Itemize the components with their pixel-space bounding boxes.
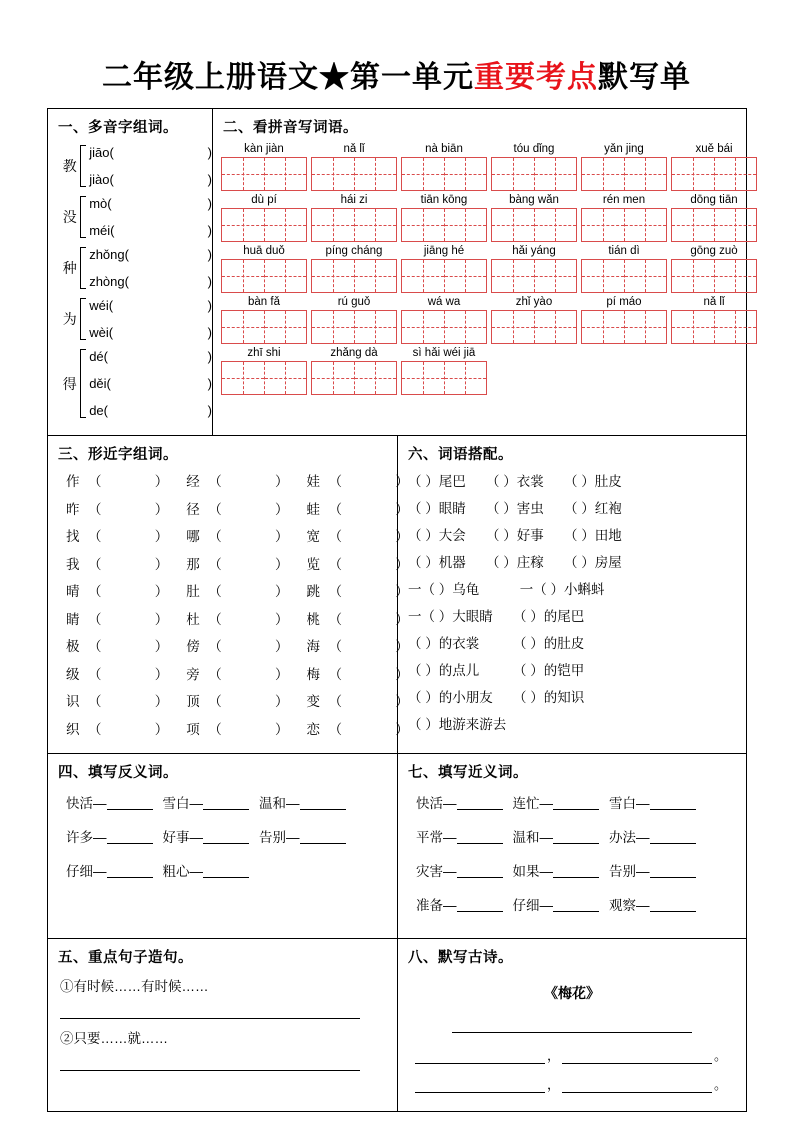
section-6-dapei [398,436,746,753]
poem-blank-pair-1 [398,1045,746,1064]
duoyinzi-readings [89,196,212,238]
dapei-line[interactable]: （ ）的衣裳 （ ）的肚皮 [408,636,585,651]
pinyin-label: zhǎng dà [330,347,378,359]
fanyici-item[interactable]: 仔细— [66,860,153,880]
poem-period-1: 。 [714,1048,728,1063]
fanyici-item[interactable]: 雪白— [163,792,250,812]
jinyici-item[interactable]: 办法— [609,826,696,846]
jinyici-item[interactable]: 连忙— [513,792,600,812]
pinyin-label: hái zi [340,194,368,206]
dapei-line[interactable]: （ ）机器 （ ）庄稼 （ ）房屋 [408,555,622,570]
pinyin-label: dù pí [251,194,277,206]
character-cell[interactable] [625,260,667,292]
xingjinzi-column-2 [168,470,288,745]
poem-title: 《梅花》 [544,985,600,1001]
jinyici-item[interactable]: 灾害— [416,860,503,880]
section-7-jinyici [398,754,746,938]
xingjinzi-item[interactable]: 蛙 （ ） [306,501,409,517]
jinyici-item[interactable]: 仔细— [513,894,600,914]
xingjinzi-item[interactable]: 极 （ ） [66,639,169,654]
character-cell[interactable] [715,209,757,241]
duoyinzi-reading-blank[interactable]: zhòng( ) [89,274,212,289]
character-write-box[interactable] [671,157,757,191]
duoyinzi-reading-blank[interactable]: dé( ) [89,349,212,364]
duoyinzi-group [62,145,212,187]
jinyici-row [416,792,746,812]
character-cell[interactable] [445,311,487,343]
duoyinzi-group [62,298,212,340]
character-cell[interactable] [715,311,757,343]
jinyici-rows [398,786,746,938]
character-cell[interactable] [582,311,625,343]
dapei-line[interactable]: （ ）的小朋友 （ ）的知识 [408,690,585,705]
row-3 [48,754,746,939]
character-cell[interactable] [715,260,757,292]
character-cell[interactable] [312,158,355,190]
xingjinzi-item[interactable]: 顶 （ ） [186,694,289,709]
xingjinzi-item[interactable]: 我 （ ） [66,556,169,572]
fanyici-item[interactable]: 许多— [66,826,153,846]
character-write-box[interactable] [491,259,577,293]
pinyin-label: dōng tiān [690,194,738,206]
character-cell[interactable] [312,362,355,394]
worksheet-table [47,108,747,1112]
xingjinzi-item[interactable]: 梅 （ ） [306,666,409,682]
character-cell[interactable] [265,362,307,394]
fanyici-item[interactable]: 快活— [66,792,153,812]
character-cell[interactable] [492,158,535,190]
character-cell[interactable] [535,158,577,190]
row-2 [48,436,746,754]
character-cell[interactable] [445,209,487,241]
duoyinzi-groups [48,141,212,435]
pinyin-label: rú guǒ [337,296,371,308]
character-write-box[interactable] [581,208,667,242]
pinyin-label: jiāng hé [423,245,465,257]
duoyinzi-reading-blank[interactable]: jiāo( ) [89,145,212,160]
pinyin-label: wá wa [427,296,461,308]
jinyici-item[interactable]: 快活— [416,792,503,812]
character-write-box[interactable] [671,310,757,344]
character-cell[interactable] [445,260,487,292]
character-cell[interactable] [222,209,265,241]
pinyin-row [221,143,761,191]
duoyinzi-readings [89,298,212,340]
character-cell[interactable] [402,158,445,190]
character-write-box[interactable] [401,208,487,242]
dapei-line[interactable]: （ ）地游来游去 [408,717,507,732]
character-cell[interactable] [402,362,445,394]
dapei-line[interactable]: （ ）大会 （ ）好事 （ ）田地 [408,528,622,543]
character-cell[interactable] [535,311,577,343]
xingjinzi-item[interactable]: 变 （ ） [306,694,409,709]
xingjinzi-item[interactable]: 桃 （ ） [306,611,409,627]
character-write-box[interactable] [401,310,487,344]
character-write-box[interactable] [221,310,307,344]
character-write-box[interactable] [311,157,397,191]
duoyinzi-reading-blank[interactable]: wéi( ) [89,298,212,313]
pinyin-row [221,347,761,395]
duoyinzi-readings [89,247,212,289]
character-write-box[interactable] [671,259,757,293]
character-cell[interactable] [402,209,445,241]
xingjinzi-item[interactable]: 找 （ ） [66,529,169,544]
xingjinzi-item[interactable]: 恋 （ ） [306,721,409,737]
character-cell[interactable] [625,158,667,190]
duoyinzi-reading-blank[interactable]: méi( ) [89,223,212,238]
section-7-heading: 七、填写近义词。 [408,765,528,781]
duoyinzi-char: 得 [62,375,77,392]
duoyinzi-char: 种 [62,260,77,276]
pinyin-label: bàn fǎ [248,296,280,308]
character-write-box[interactable] [581,157,667,191]
pinyin-label: tiān kōng [420,194,468,206]
duoyinzi-char: 为 [62,311,77,327]
character-cell[interactable] [265,209,307,241]
section-4-heading: 四、填写反义词。 [58,765,178,781]
character-cell[interactable] [672,260,715,292]
character-cell[interactable] [355,209,397,241]
xingjinzi-item[interactable]: 杜 （ ） [186,611,289,627]
title-highlight: 重要考点 [474,61,598,94]
xingjinzi-item[interactable]: 项 （ ） [186,721,289,737]
character-write-box[interactable] [491,157,577,191]
pinyin-label: pí máo [606,296,642,308]
fanyici-row [66,792,397,812]
pinyin-label: yǎn jing [604,143,644,155]
character-write-box[interactable] [221,259,307,293]
pinyin-row [221,245,761,293]
title-part2: 默写单 [598,61,691,94]
character-write-box[interactable] [401,361,487,395]
character-cell[interactable] [355,362,397,394]
character-write-box[interactable] [311,259,397,293]
xingjinzi-item[interactable]: 经 （ ） [186,474,289,489]
brace-icon [80,145,87,187]
gushi-area [398,971,746,1111]
jinyici-item[interactable]: 告别— [609,860,696,880]
xingjinzi-item[interactable]: 肚 （ ） [186,584,289,599]
duoyinzi-readings [89,145,212,187]
duoyinzi-reading-blank[interactable]: de( ) [89,403,212,418]
xingjinzi-item[interactable]: 昨 （ ） [66,501,169,517]
character-cell[interactable] [222,260,265,292]
dapei-lines [398,468,746,748]
pinyin-label: nǎ lǐ [703,296,725,308]
pinyin-row [221,296,761,344]
section-3-heading: 三、形近字组词。 [58,447,178,463]
section-5-zaoju [48,939,398,1111]
xingjinzi-item[interactable]: 织 （ ） [66,721,169,737]
section-3-xingjinzi [48,436,409,753]
character-cell[interactable] [312,260,355,292]
brace-icon [80,247,87,289]
character-write-box[interactable] [491,310,577,344]
character-write-box[interactable] [401,157,487,191]
page-title [0,0,793,106]
duoyinzi-char: 没 [62,209,77,225]
poem-comma-2: ， [546,1077,560,1092]
pinyin-label: tián dì [608,245,640,257]
character-cell[interactable] [672,311,715,343]
character-cell[interactable] [715,158,757,190]
jinyici-row [416,860,746,880]
section-8-gushi [398,939,746,1111]
poem-blank-line-2b[interactable] [562,1048,712,1064]
character-cell[interactable] [355,311,397,343]
section-8-heading: 八、默写古诗。 [408,950,513,966]
pinyin-label: hǎi yáng [512,245,556,257]
xingjinzi-column-3 [289,470,409,745]
xingjinzi-item[interactable]: 宽 （ ） [306,529,409,544]
duoyinzi-group [62,349,212,418]
pinyin-writing-grid [213,141,767,406]
jinyici-item[interactable]: 如果— [513,860,600,880]
pinyin-label: gōng zuò [690,245,738,257]
character-cell[interactable] [625,311,667,343]
character-cell[interactable] [445,362,487,394]
row-1 [48,109,746,436]
xingjinzi-item[interactable]: 级 （ ） [66,666,169,682]
duoyinzi-group [62,196,212,238]
xingjinzi-item[interactable]: 识 （ ） [66,694,169,709]
jinyici-item[interactable]: 准备— [416,894,503,914]
character-cell[interactable] [535,260,577,292]
fanyici-row [66,826,397,846]
poem-blank-line-3a[interactable] [415,1077,545,1093]
poem-blank-line-1[interactable] [452,1017,692,1033]
character-write-box[interactable] [581,310,667,344]
section-5-heading: 五、重点句子造句。 [58,950,193,966]
character-write-box[interactable] [671,208,757,242]
jinyici-item[interactable]: 平常— [416,826,503,846]
fanyici-item[interactable]: 好事— [163,826,250,846]
xingjinzi-item[interactable]: 览 （ ） [306,556,409,572]
character-cell[interactable] [265,260,307,292]
dapei-line[interactable]: （ ）尾巴 （ ）衣裳 （ ）肚皮 [408,474,622,489]
character-cell[interactable] [492,209,535,241]
section-4-fanyici [48,754,398,938]
character-cell[interactable] [492,311,535,343]
character-write-box[interactable] [491,208,577,242]
character-cell[interactable] [222,158,265,190]
xingjinzi-item[interactable]: 作 （ ） [66,474,169,489]
xingjinzi-item[interactable]: 海 （ ） [306,639,409,654]
duoyinzi-reading-blank[interactable]: děi( ) [89,376,212,391]
xingjinzi-item[interactable]: 傍 （ ） [186,639,289,654]
fanyici-item[interactable]: 温和— [259,792,346,812]
character-write-box[interactable] [311,310,397,344]
character-cell[interactable] [445,158,487,190]
fanyici-item[interactable]: 告别— [259,826,346,846]
character-cell[interactable] [582,158,625,190]
character-cell[interactable] [582,260,625,292]
zaoju-answer-line[interactable] [60,1001,360,1019]
zaoju-prompts [48,971,397,1087]
zaoju-prompt: ②只要……就…… [60,1031,168,1046]
character-cell[interactable] [355,260,397,292]
character-cell[interactable] [312,209,355,241]
character-cell[interactable] [402,260,445,292]
section-2-pinyin [213,109,767,435]
pinyin-label: kàn jiàn [244,143,284,155]
duoyinzi-group [62,247,212,289]
pinyin-label: zhī shi [247,347,281,359]
character-cell[interactable] [672,209,715,241]
character-write-box[interactable] [221,361,307,395]
xingjinzi-item[interactable]: 那 （ ） [186,556,289,572]
character-cell[interactable] [265,158,307,190]
brace-icon [80,349,87,418]
xingjinzi-columns [48,468,409,753]
character-cell[interactable] [625,209,667,241]
section-6-heading: 六、词语搭配。 [408,447,513,463]
xingjinzi-item[interactable]: 睛 （ ） [66,611,169,627]
fanyici-item[interactable]: 粗心— [163,860,250,880]
section-2-heading: 二、看拼音写词语。 [223,120,358,136]
character-write-box[interactable] [311,208,397,242]
zaoju-prompt: ①有时候……有时候…… [60,979,209,994]
duoyinzi-readings [89,349,212,418]
pinyin-label: nǎ lǐ [343,143,365,155]
pinyin-label: píng cháng [325,245,383,257]
character-cell[interactable] [492,260,535,292]
xingjinzi-item[interactable]: 晴 （ ） [66,584,169,599]
pinyin-row [221,194,761,242]
section-1-duoyinzi [48,109,213,435]
character-cell[interactable] [582,209,625,241]
xingjinzi-item[interactable]: 径 （ ） [186,501,289,517]
pinyin-label: rén men [602,194,646,206]
pinyin-label: xuě bái [695,143,733,155]
character-cell[interactable] [535,209,577,241]
brace-icon [80,196,87,238]
jinyici-item[interactable]: 温和— [513,826,600,846]
character-write-box[interactable] [221,157,307,191]
title-part1: 二年级上册语文★第一单元 [102,61,474,94]
xingjinzi-item[interactable]: 娃 （ ） [306,474,409,489]
xingjinzi-item[interactable]: 跳 （ ） [306,584,409,599]
character-cell[interactable] [402,311,445,343]
fanyici-rows [48,786,397,904]
character-cell[interactable] [672,158,715,190]
character-write-box[interactable] [581,259,667,293]
pinyin-label: nà biān [425,143,463,155]
character-cell[interactable] [222,311,265,343]
pinyin-label: huā duǒ [243,245,285,257]
character-write-box[interactable] [221,208,307,242]
duoyinzi-reading-blank[interactable]: zhǒng( ) [89,247,212,262]
dapei-line[interactable]: 一（ ）乌龟 一（ ）小蝌蚪 [408,582,605,597]
duoyinzi-reading-blank[interactable]: mò( ) [89,196,212,211]
poem-comma-1: ， [546,1048,560,1063]
character-cell[interactable] [355,158,397,190]
dapei-line[interactable]: 一（ ）大眼睛 （ ）的尾巴 [408,609,585,624]
duoyinzi-reading-blank[interactable]: wèi( ) [89,325,212,340]
brace-icon [80,298,87,340]
character-write-box[interactable] [311,361,397,395]
character-cell[interactable] [222,362,265,394]
fanyici-row [66,860,397,880]
character-cell[interactable] [265,311,307,343]
zaoju-answer-line[interactable] [60,1053,360,1071]
jinyici-row [416,894,746,914]
xingjinzi-item[interactable]: 旁 （ ） [186,666,289,682]
pinyin-label: tóu dǐng [513,143,555,155]
character-cell[interactable] [312,311,355,343]
poem-period-2: 。 [714,1077,728,1092]
xingjinzi-column-1 [48,470,168,745]
pinyin-label: zhǐ yào [515,296,553,308]
jinyici-item[interactable]: 观察— [609,894,696,914]
dapei-line[interactable]: （ ）眼睛 （ ）害虫 （ ）红袍 [408,501,622,516]
jinyici-row [416,826,746,846]
character-write-box[interactable] [401,259,487,293]
duoyinzi-char: 教 [62,158,77,174]
jinyici-item[interactable]: 雪白— [609,792,696,812]
poem-blank-line-3b[interactable] [562,1077,712,1093]
poem-blank-pair-2 [398,1074,746,1093]
row-4 [48,939,746,1111]
pinyin-label: sì hǎi wéi jiā [412,347,476,359]
duoyinzi-reading-blank[interactable]: jiào( ) [89,172,212,187]
xingjinzi-item[interactable]: 哪 （ ） [186,529,289,544]
section-1-heading: 一、多音字组词。 [58,120,178,136]
pinyin-label: bàng wǎn [509,194,559,206]
dapei-line[interactable]: （ ）的点儿 （ ）的铠甲 [408,663,585,678]
poem-blank-line-2a[interactable] [415,1048,545,1064]
